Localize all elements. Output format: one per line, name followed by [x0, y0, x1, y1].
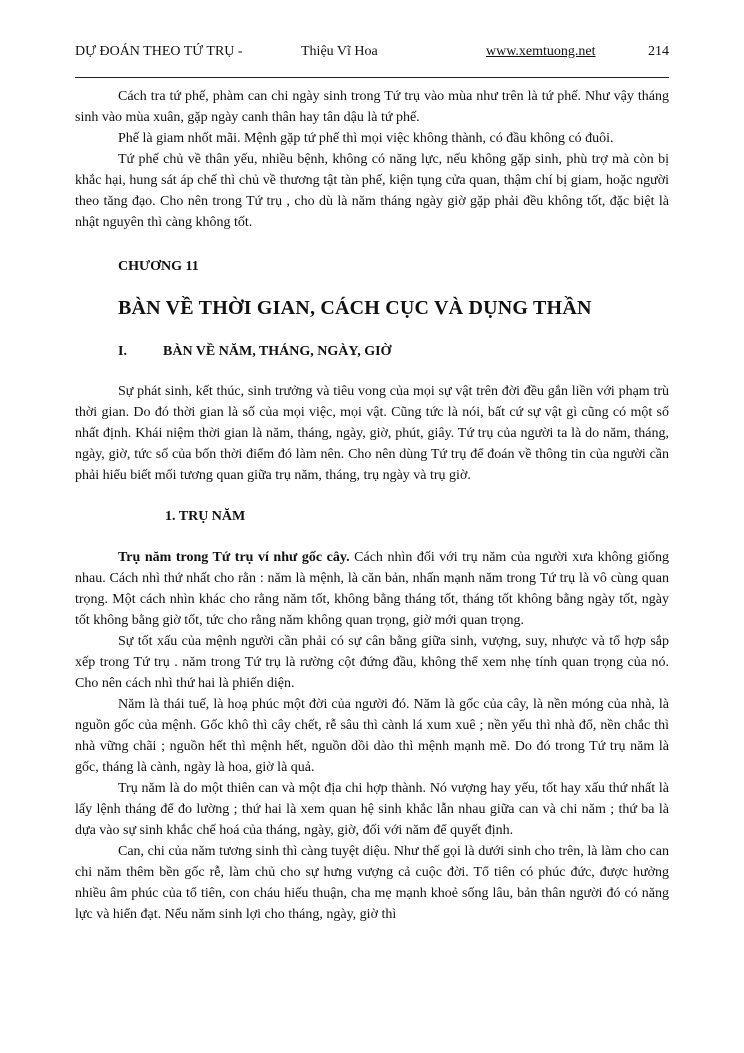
book-title: DỰ ĐOÁN THEO TỨ TRỤ - — [75, 44, 243, 59]
paragraph: Cách tra tứ phế, phàm can chi ngày sinh trong Tứ trụ vào mùa như trên là tứ phế. Như vậy tháng sinh vào mùa xuân, gặp ngày canh thân hay tân dậu là tứ phế. — [75, 89, 669, 125]
header-divider — [75, 77, 669, 78]
author-name: Thiệu Vĩ Hoa — [301, 44, 378, 59]
paragraph: Sự phát sinh, kết thúc, sinh trưởng và tiêu vong của mọi sự vật trên đời đều gắn liền với phạm trù thời gian. Do đó thời gian là số của mọi việc, mọi vật. Cũng tức là nói, bất cứ sự vật gì cũng có một số nhất định. Khái niệm thời gian là năm, tháng, ngày, giờ, phút, giây. Tứ trụ của người ta là do năm, tháng, ngày, giờ, tức số của bốn thời điểm đó làm nên. Cho nên dùng Tứ trụ để đoán về thông tin của người cần phải hiểu biết mối tương quan giữa trụ năm, tháng, trụ ngày và trụ giờ. — [75, 384, 669, 483]
page-body — [75, 86, 669, 925]
paragraph: Sự tốt xấu của mệnh người cần phải có sự cân bằng giữa sinh, vượng, suy, nhược và tổ hợp sắp xếp trong Tứ trụ . năm trong Tứ trụ là rường cột đứng đầu, không thể xem nhẹ tính quan trọng của nó. Cho nên cách nhì thứ hai là phiến diện. — [75, 634, 669, 691]
website-link[interactable]: www.xemtuong.net — [486, 44, 596, 59]
page-number: 214 — [648, 44, 669, 59]
paragraph: Trụ năm là do một thiên can và một địa chi hợp thành. Nó vượng hay yếu, tốt hay xấu thứ nhất là lấy lệnh tháng để đo lường ; thứ hai là xem quan hệ sinh khắc lẫn nhau giữa can và chi năm ; thứ ba là dựa vào sự sinh khắc chế hoá của tháng, ngày, giờ, đối với năm để quyết định. — [75, 781, 669, 838]
subsection-heading: 1. TRỤ NĂM — [165, 509, 246, 524]
chapter-title: BÀN VỀ THỜI GIAN, CÁCH CỤC VÀ DỤNG THẦN — [118, 297, 592, 319]
lead-sentence: Trụ năm trong Tứ trụ ví như gốc cây. — [118, 550, 350, 565]
paragraph: Phế là giam nhốt mãi. Mệnh gặp tứ phế thì mọi việc không thành, có đầu không có đuôi. — [118, 131, 614, 146]
page-header — [75, 44, 669, 68]
paragraph: Tứ phế chủ về thân yếu, nhiều bệnh, không có năng lực, nếu không gặp sinh, phù trợ mà còn bị khắc hại, hung sát áp chế thì chủ về thương tật tàn phế, kiện tụng cửa quan, thậm chí bị giam, hoặc người theo tăng đạo. Cho nên trong Tứ trụ , cho dù là năm tháng ngày giờ gặp phải đều không tốt, đặc biệt là nhật nguyên thì càng không tốt. — [75, 152, 669, 230]
section-number: I. — [118, 344, 127, 359]
paragraph-text: Cách nhìn đối với trụ năm của người xưa không giống nhau. Cách nhì thứ nhất cho rằn : năm là mệnh, là căn bản, nhấn mạnh năm trong Tứ trụ là vô cùng quan trọng. Một cách nhìn khác cho rằng năm tốt, không bằng tháng tốt, tháng tốt không bằng ngày tốt, ngày tốt không bằng giờ tốt, tức cho rằng năm không quan trọng, giờ mới quan trọng. — [75, 550, 669, 628]
paragraph: Năm là thái tuế, là hoạ phúc một đời của người đó. Năm là gốc của cây, là nền móng của nhà, là nguồn gốc của mệnh. Gốc khô thì cây chết, rễ sâu thì cành lá xum xuê ; nền yếu thì nhà đổ, nền chắc thì nhà vững chãi ; nguồn hết thì mệnh hết, nguồn dồi dào thì mệnh mạnh mẽ. Do đó trong Tứ trụ năm là gốc, tháng là cành, ngày là hoa, giờ là quả. — [75, 697, 669, 775]
section-heading — [118, 341, 669, 362]
section-title: BÀN VỀ NĂM, THÁNG, NGÀY, GIỜ — [163, 344, 392, 359]
paragraph — [75, 547, 669, 631]
paragraph: Can, chi của năm tương sinh thì càng tuyệt diệu. Như thế gọi là dưới sinh cho trên, là làm cho can chi năm thêm bền gốc rễ, làm chủ cho sự hưng vượng cả cuộc đời. Tổ tiên có phúc đức, được hưởng nhiều âm phúc của tổ tiên, con cháu hiếu thuận, cha mẹ mạnh khoẻ sống lâu, bản thân người đó có năng lực và hiển đạt. Nếu năm sinh lợi cho tháng, ngày, giờ thì — [75, 844, 669, 922]
chapter-label: CHƯƠNG 11 — [118, 259, 199, 274]
